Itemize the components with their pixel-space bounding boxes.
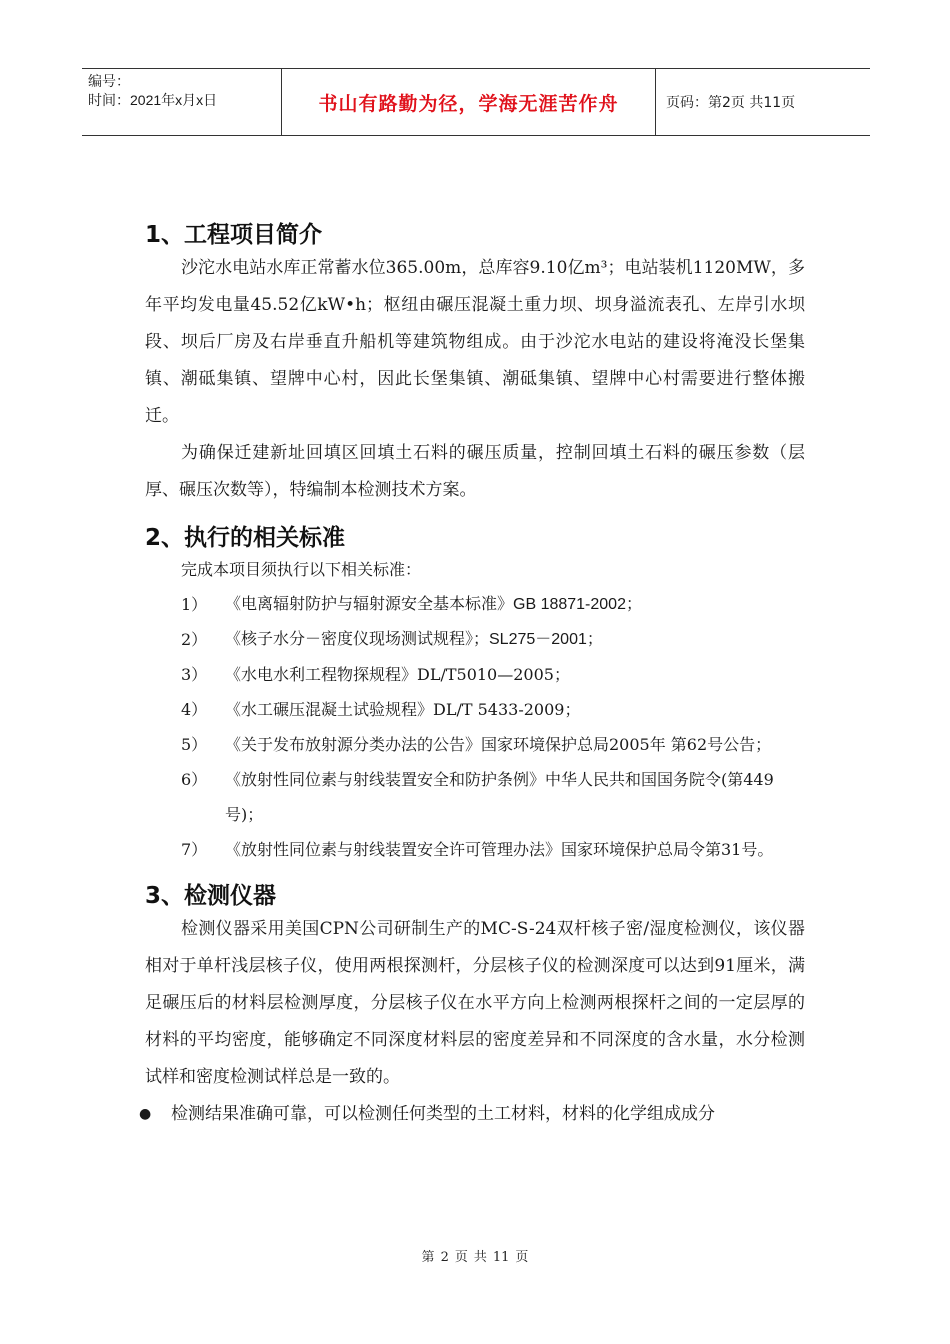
standard-text: 《放射性同位素与射线装置安全许可管理办法》国家环境保护总局令第31号。: [225, 840, 774, 859]
standard-item: [145, 727, 805, 762]
footer-ye-2: 页: [515, 1250, 529, 1265]
header-meta: [82, 69, 282, 135]
standard-item: [145, 762, 805, 832]
section-3-paragraph-1: 检测仪器采用美国CPN公司研制生产的MC-S-24双杆核子密/湿度检测仪，该仪器相对于单杆浅层核子仪，使用两根探测杆，分层核子仪的检测深度可以达到91厘米，满足碾压后的材料层检测厚度，分层核子仪在水平方向上检测两根探杆之间的一定层厚的材料的平均密度，能够确定不同深度材料层的密度差异和不同深度的含水量，水分检测试样和密度检测试样总是一致的。: [145, 919, 805, 1087]
standard-number: 2）: [181, 630, 208, 649]
header-motto: 书山有路勤为径，学海无涯苦作舟: [282, 69, 656, 135]
footer-gong: 共: [473, 1250, 487, 1265]
standard-text: 《核子水分－密度仪现场测试规程》；SL275－2001；: [225, 631, 603, 648]
section-1-paragraph-2: 为确保迁建新址回填区回填土石料的碾压质量，控制回填土石料的碾压参数（层厚、碾压次数等），特编制本检测技术方案。: [145, 443, 805, 500]
header-page-info: 页码：第2页 共11页: [666, 95, 796, 111]
standard-item: [145, 657, 805, 692]
standard-text: 《电离辐射防护与辐射源安全基本标准》GB 18871-2002；: [225, 596, 642, 613]
standard-number: 5）: [181, 735, 208, 754]
standard-item: [145, 587, 805, 622]
bullet-text: 检测结果准确可靠，可以检测任何类型的土工材料，材料的化学组成成分: [171, 1104, 715, 1124]
section-3-bullet: [139, 1096, 805, 1133]
footer-total-pages: 11: [492, 1250, 510, 1265]
section-2-title: 2、执行的相关标准: [145, 525, 346, 551]
standard-number: 1）: [181, 595, 208, 614]
standard-number: 6）: [181, 770, 208, 789]
standard-number: 4）: [181, 700, 208, 719]
section-1-paragraph-1: 沙沱水电站水库正常蓄水位365.00m，总库容9.10亿m³；电站装机1120MW，多年平均发电量45.52亿kW•h；枢纽由碾压混凝土重力坝、坝身溢流表孔、左岸引水坝段、坝后厂房及右岸垂直升船机等建筑物组成。由于沙沱水电站的建设将淹没长堡集镇、潮砥集镇、望牌中心村，因此长堡集镇、潮砥集镇、望牌中心村需要进行整体搬迁。: [145, 258, 805, 426]
footer-ye: 页: [454, 1250, 468, 1265]
standard-text: 《关于发布放射源分类办法的公告》国家环境保护总局2005年 第62号公告；: [225, 735, 772, 754]
standards-list: [145, 587, 805, 867]
doc-number-label: 编号：: [88, 73, 130, 89]
footer-page-number: 2: [440, 1250, 449, 1265]
page-header: [82, 68, 870, 136]
standard-text: 《放射性同位素与射线装置安全和防护条例》中华人民共和国国务院令(第449号)；: [225, 770, 774, 824]
document-body: [139, 212, 805, 1133]
doc-date-label: 时间：2021年x月x日: [88, 92, 218, 108]
standard-item: [145, 622, 805, 657]
section-1-title: 1、工程项目简介: [145, 222, 323, 248]
bullet-dot-icon: ●: [139, 1106, 152, 1122]
section-3-title: 3、检测仪器: [145, 883, 277, 909]
section-2-lead: 完成本项目须执行以下相关标准：: [181, 560, 422, 579]
standard-text: 《水电水利工程物探规程》DL/T5010—2005；: [225, 665, 570, 684]
standard-number: 7）: [181, 840, 208, 859]
standard-text: 《水工碾压混凝土试验规程》DL/T 5433-2009；: [225, 700, 581, 719]
standard-item: [145, 832, 805, 867]
page-footer: [0, 1246, 950, 1265]
footer-di: 第: [421, 1250, 435, 1265]
standard-item: [145, 692, 805, 727]
standard-number: 3）: [181, 665, 208, 684]
